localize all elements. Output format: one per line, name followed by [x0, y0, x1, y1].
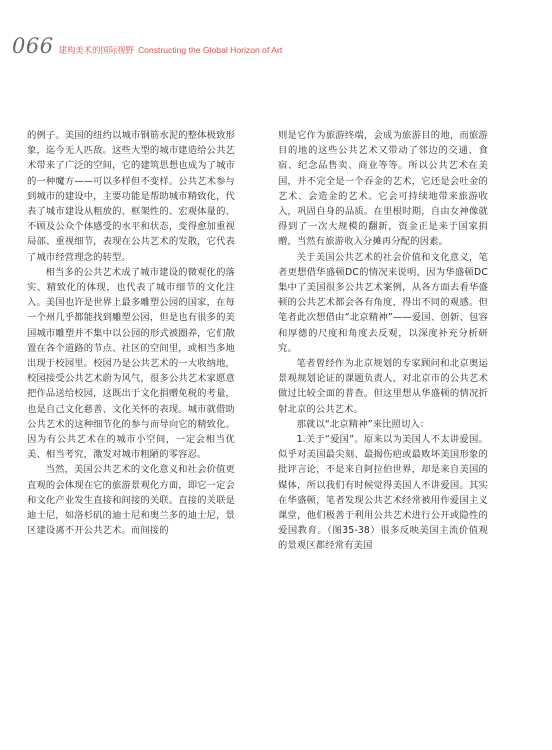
- paragraph: 1.关于“爱国”。原来以为美国人不太讲爱国。似乎对美国最尖刻、最揭伤疤或最败坏美国形象的批评言论，不是来自阿拉伯世界，却是来自美国的媒体，所以我们有时候觉得美国人不讲爱国。其实在华盛顿，笔者发现公共艺术经常被用作爱国主义课堂，他们极善于利用公共艺术进行公开或隐性的爱国教育。（图35-38）很多反映美国主流价值观的景观区都经常有美国: [278, 434, 488, 552]
- left-text-column: [27, 128, 235, 538]
- running-header: [12, 34, 552, 60]
- running-title-english: Constructing the Global Horizon of Art: [137, 45, 283, 55]
- running-title-chinese: 建构美术的国际视野: [58, 45, 134, 55]
- page-number: 066: [12, 34, 54, 58]
- paragraph: 相当多的公共艺术成了城市建设的微观化的落实、精致化的体现，也代表了城市细节的文化注入。美国也许是世界上最多雕塑公园的国家，在每一个州几乎都能找到雕塑公园，但是也有很多的美国城市雕塑并不集中以公园的形式被圈养，它们散置在各个道路的节点、社区的空间里，或相当多地出现于校园里。校园乃是公共艺术的一大收纳地，校园接受公共艺术蔚为风气，很多公共艺术家愿意把作品送给校园，这既出于文化捐赠免税的考量，也是自己文化慈善、文化关怀的表现。城市就借助公共艺术的这种细节化的参与而导向它的精致化。因为有公共艺术在的城市小空间，一定会相当优美、相当考究，激发对城市粗陋的零容忍。: [27, 266, 235, 461]
- paragraph: 则是它作为旅游终端，会成为旅游目的地，而旅游目的地的这些公共艺术又带动了邻边的交通、食宿、纪念品售卖、商业等等。所以公共艺术在美国，并不完全是一个吞金的艺术，它还是会吐金的艺术、会造金的艺术。它会可持续地带来旅游收入，巩固自身的品质。在里根时期，自由女神像就得到了一次大规模的翻新，资金正是来于国家捐赠，当然有旅游收入分摊再分配的因素。: [278, 130, 488, 248]
- paragraph: 笔者曾经作为北京规划的专家顾问和北京奥运景观规划论证的课题负责人，对北京市的公共艺术做过比较全面的普查。但这里想从华盛顿的情况折射北京的公共艺术。: [278, 358, 488, 415]
- paragraph: 当然，美国公共艺术的文化意义和社会价值更直观的会体现在它的旅游景观化方面，即它一定会和文化产业发生直接和间接的关联。直接的关联是迪士尼，如洛杉矶的迪士尼和奥兰多的迪士尼，景区建设离不开公共艺术。而间接的: [27, 464, 235, 537]
- right-text-column: [278, 128, 488, 554]
- paragraph: 的例子。美国的纽约以城市钢筋水泥的整体极致形象，迄今无人匹敌。这些大型的城市建造给公共艺术带来了广泛的空间，它的建筑思想也成为了城市的一种魔方——可以多样但不变样。公共艺术参与到城市的建设中，主要功能是帮助城市精致化，代表了城市建设从粗放的、框架性的、宏观体量的、不顾及公众个体感受的水平和状态，变得愈加重视局部、重视细节，表现在公共艺术的发散，它代表了城市经营理念的转型。: [27, 130, 235, 263]
- paragraph: 关于美国公共艺术的社会价值和文化意义，笔者更想借华盛顿DC的情况来说明，因为华盛顿DC集中了美国很多公共艺术案例，从各方面去看华盛顿的公共艺术都会各有角度，得出不同的观感。但笔者此次想借由“北京精神”——爱国、创新、包容和厚德的尺度和角度去反观，以深度补充分析研究。: [278, 251, 488, 354]
- paragraph: 那就以“北京精神”来比照切入：: [296, 418, 430, 430]
